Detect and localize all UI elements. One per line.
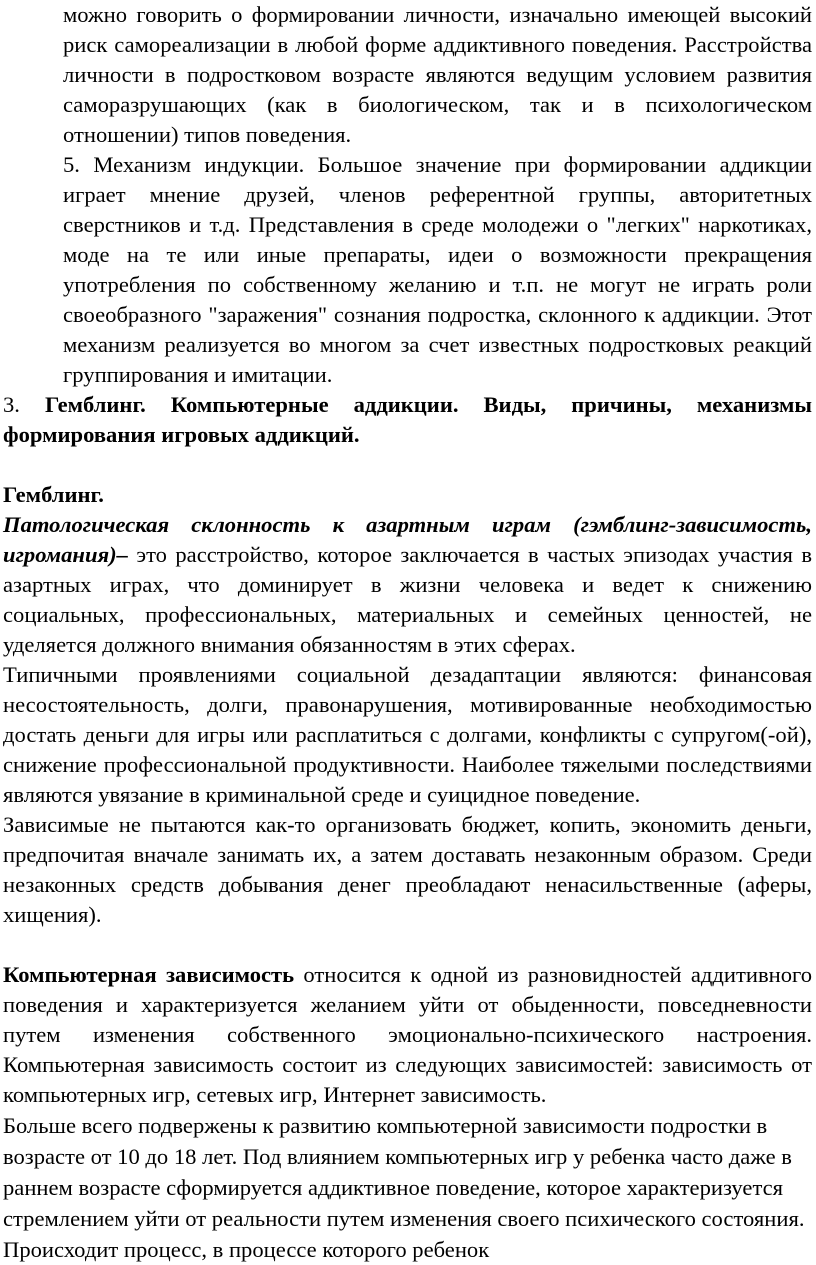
section-3-number: 3.	[3, 392, 45, 417]
paragraph-personality-continuation: можно говорить о формировании личности, изначально имеющей высокий риск самореализации в любой форме аддиктивного поведения. Расстройства личности в подростковом возрасте являются ведущим условием развития саморазрушающих (как в биологическом, так и в психологическом отношении) типов поведения.	[63, 2, 812, 147]
paragraph-gambling-definition	[3, 510, 812, 660]
computer-addiction-text: относится к одной из разновидностей аддитивного поведения и характеризуется желанием уйти от обыденности, повседневности путем изменения собственного эмоционально-психического настроения. Компьютерная зависимость состоит из следующих зависимостей: зависимость от компьютерных игр, сетевых игр, Интернет зависимость.	[3, 962, 813, 1107]
blank-line	[3, 930, 812, 960]
paragraph-teenagers: Больше всего подвержены к развитию компьютерной зависимости подростки в возрасте от 10 до 18 лет. Под влиянием компьютерных игр у ребенка часто даже в раннем возрасте сформируется аддиктивное поведение, которое характеризуется стремлением уйти от реальности путем изменения своего психического состояния. Происходит процесс, в процессе которого ребенок	[3, 1113, 805, 1262]
paragraph-computer-addiction	[3, 960, 812, 1110]
paragraph-social-maladaptation: Типичными проявлениями социальной дезадаптации являются: финансовая несостоятельность, долги, правонарушения, мотивированные необходимостью достать деньги для игры или расплатиться с долгами, конфликты с супругом(-ой), снижение профессиональной продуктивности. Наиболее тяжелыми последствиями являются увязание в криминальной среде и суицидное поведение.	[3, 662, 812, 807]
section-3-title: Гемблинг. Компьютерные аддикции. Виды, причины, механизмы формирования игровых аддикций.	[3, 392, 813, 447]
paragraph-induction-mechanism: 5. Механизм индукции. Большое значение при формировании аддикции играет мнение друзей, членов референтной группы, авторитетных сверстников и т.д. Представления в среде молодежи о "легких" наркотиках, моде на те или иные препараты, идеи о возможности прекращения употребления по собственному желанию и т.п. не могут не играть роли своеобразного "заражения" сознания подростка, склонного к аддикции. Этот механизм реализуется во многом за счет известных подростковых реакций группирования и имитации.	[63, 152, 812, 387]
section-3-heading	[3, 390, 812, 450]
paragraph-dependent-budget: Зависимые не пытаются как-то организовать бюджет, копить, экономить деньги, предпочитая вначале занимать их, а затем доставать незаконным образом. Среди незаконных средств добывания денег преобладают ненасильственные (аферы, хищения).	[3, 812, 812, 927]
computer-addiction-term: Компьютерная зависимость	[3, 962, 295, 987]
blank-line	[3, 450, 812, 480]
gambling-definition-text: это расстройство, которое заключается в частых эпизодах участия в азартных играх, что доминирует в жизни человека и ведет к снижению социальных, профессиональных, материальных и семейных ценностей, не уделяется должного внимания обязанностям в этих сферах.	[3, 542, 812, 657]
gambling-heading: Гемблинг.	[3, 482, 104, 507]
gambling-term: Патологическая склонность к азартным играм (гэмблинг-зависимость, игромания)–	[3, 512, 812, 567]
